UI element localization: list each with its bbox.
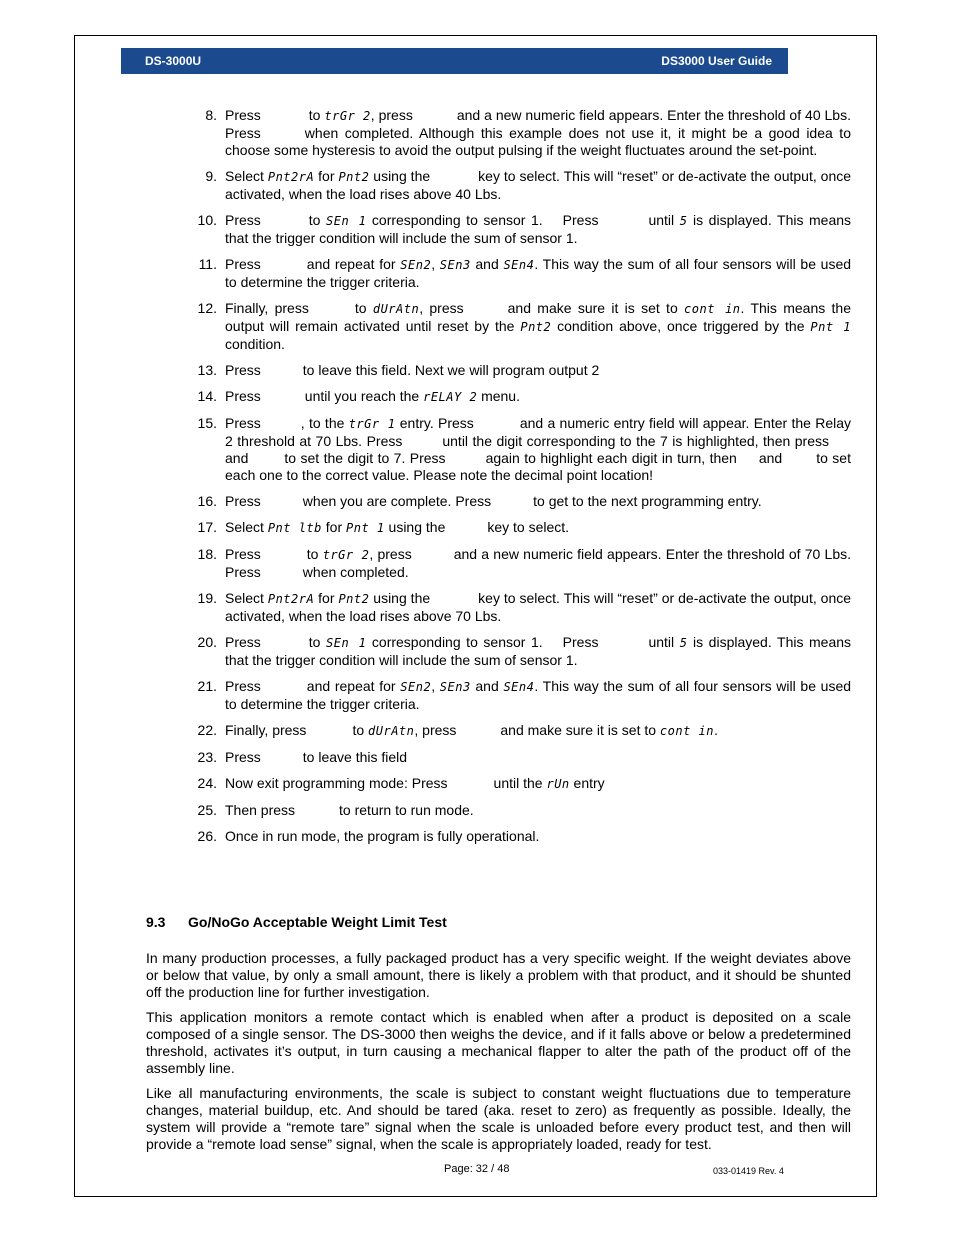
step-list bbox=[197, 107, 851, 854]
step-15: 15. Press , to the trGr 1 entry. Press and a numeric entry field will appear. Enter the Relay 2 threshold at 70 Lbs. Press until the digit corresponding to the 7 is highlighted, then pressand to set the digit to 7. Press again to highlight each digit in turn, then and to set each one to the correct value. Please note the decimal point location! bbox=[197, 415, 852, 483]
step-25: 25. Then press to return to run mode. bbox=[197, 802, 474, 818]
header-guide-title: DS3000 User Guide bbox=[661, 54, 772, 68]
section-heading bbox=[146, 914, 447, 930]
step-12: 12. Finally, press to dUrAtn, press and make sure it is set to cont in. This means the output will remain activated until reset by the Pnt2 condition above, once triggered by the Pnt 1 condition. bbox=[197, 300, 852, 352]
document-revision: 033-01419 Rev. 4 bbox=[713, 1166, 784, 1176]
section-body bbox=[146, 950, 851, 1161]
step-10: 10. Press to SEn 1 corresponding to sensor 1. Press until 5 is displayed. This means that the trigger condition will include the sum of sensor 1. bbox=[197, 212, 852, 246]
step-14: 14. Press until you reach the rELAY 2 menu. bbox=[197, 388, 520, 404]
step-26: 26. Once in run mode, the program is fully operational. bbox=[197, 828, 540, 844]
step-22: 22. Finally, press to dUrAtn, press and make sure it is set to cont in. bbox=[197, 722, 718, 738]
step-23: 23. Press to leave this field bbox=[197, 749, 408, 765]
paragraph: This application monitors a remote contact which is enabled when after a product is deposited on a scale composed of a single sensor. The DS-3000 then weighs the device, and if it falls above or below a predetermined threshold, activates it’s output, in turn causing a mechanical flapper to alter the path of the product off of the assembly line. bbox=[146, 1009, 851, 1076]
step-21: 21. Press and repeat for SEn2, SEn3 and SEn4. This way the sum of all four sensors will be used to determine the trigger criteria. bbox=[197, 678, 852, 712]
step-19: 19. Select Pnt2rA for Pnt2 using the key to select. This will “reset” or de-activate the output, once activated, when the load rises above 70 Lbs. bbox=[197, 590, 852, 624]
step-20: 20. Press to SEn 1 corresponding to sensor 1. Press until 5 is displayed. This means that the trigger condition will include the sum of sensor 1. bbox=[197, 634, 852, 668]
step-8: 8. Press to trGr 2, press and a new numeric field appears. Enter the threshold of 40 Lbs. Press when completed. Although this example does not use it, it might be a good idea to choose some hysteresis to avoid the output pulsing if the weight fluctuates around the set-point. bbox=[205, 107, 851, 158]
step-13: 13. Press to leave this field. Next we will program output 2 bbox=[197, 362, 600, 378]
step-24: 24. Now exit programming mode: Press until the rUn entry bbox=[197, 775, 605, 791]
paragraph: In many production processes, a fully packaged product has a very specific weight. If the weight deviates above or below that value, by only a small amount, there is likely a problem with that product, and it should be shunted off the production line for further investigation. bbox=[146, 950, 851, 1000]
step-16: 16. Press when you are complete. Press to get to the next programming entry. bbox=[197, 493, 762, 509]
section-number: 9.3 bbox=[146, 914, 166, 930]
step-11: 11. Press and repeat for SEn2, SEn3 and SEn4. This way the sum of all four sensors will be used to determine the trigger criteria. bbox=[198, 256, 852, 290]
page-number: Page: 32 / 48 bbox=[444, 1163, 510, 1175]
step-9: 9. Select Pnt2rA for Pnt2 using the key to select. This will “reset” or de-activate the output, once activated, when the load rises above 40 Lbs. bbox=[205, 168, 852, 202]
header-product: DS-3000U bbox=[145, 54, 202, 68]
page-header bbox=[121, 48, 788, 74]
section-title: Go/NoGo Acceptable Weight Limit Test bbox=[188, 914, 447, 930]
step-18: 18. Press to trGr 2, press and a new numeric field appears. Enter the threshold of 70 Lbs. Press when completed. bbox=[197, 546, 852, 580]
step-17: 17. Select Pnt ltb for Pnt 1 using the key to select. bbox=[197, 519, 570, 535]
paragraph: Like all manufacturing environments, the scale is subject to constant weight fluctuations due to temperature changes, material buildup, etc. And should be tared (aka. reset to zero) as frequently as possible. Ideally, the system will provide a “remote tare” signal when the scale is unloaded before every product test, and then will provide a “remote load sense” signal, when the scale is appropriately loaded, ready for test. bbox=[146, 1085, 851, 1152]
